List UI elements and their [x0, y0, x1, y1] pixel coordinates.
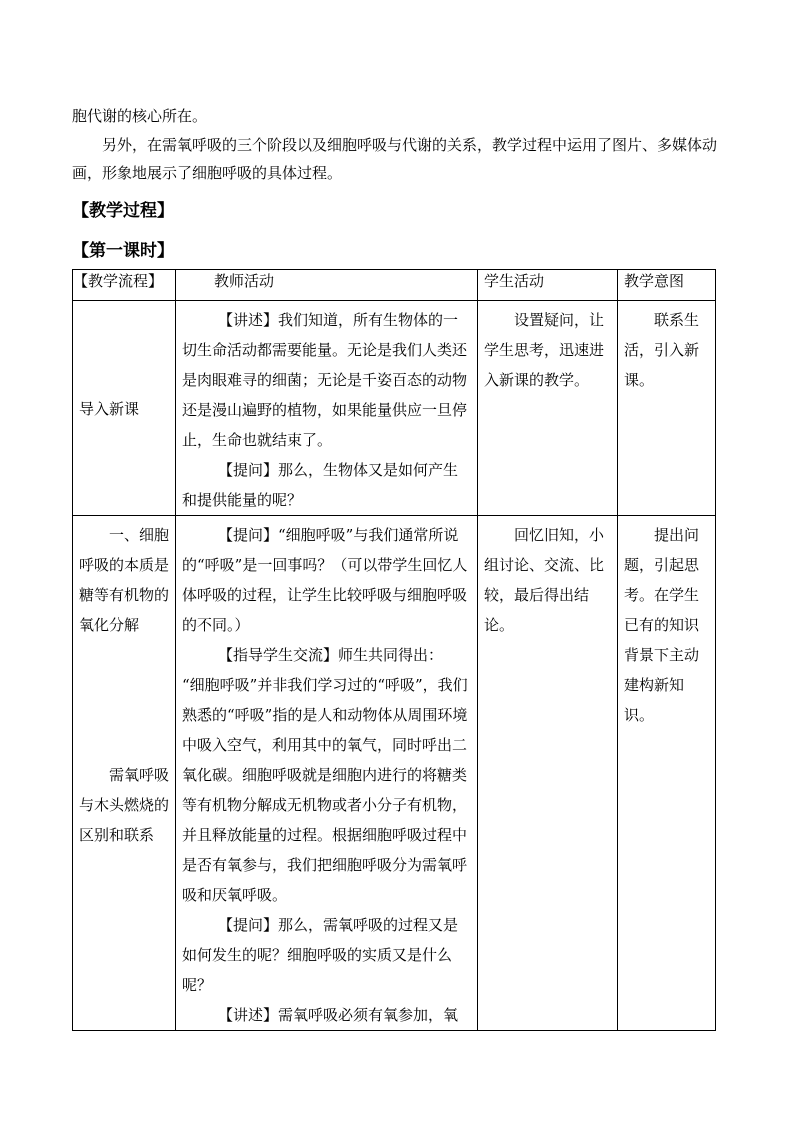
flow-label: 导入新课 [79, 399, 140, 418]
intent-text: 提出问题，引起思考。在学生已有的知识背景下主动建构新知识。 [624, 526, 700, 724]
teacher-conclusion: “细胞呼吸”并非我们学习过的“呼吸”，我们熟悉的“呼吸”指的是人和动物体从周围环境中吸入空气，利用其中的氧气，同时呼出二氧化碳。细胞呼吸就是细胞内进行的将糖类等有机物分解成无机物或者小分子有机物，并且释放能量的过程。根据细胞呼吸过程中是否有氧参与，我们把细胞呼吸分为需氧呼吸和厌氧呼吸。 [182, 676, 468, 904]
header-teacher-activity: 教师活动 [176, 270, 478, 301]
flow-topic-nature: 一、细胞呼吸的本质是糖等有机物的氧化分解 [79, 526, 170, 634]
student-activity-text: 设置疑问，让学生思考，迅速进入新课的教学。 [484, 311, 605, 389]
teacher-question: 【提问】那么，需氧呼吸的过程又是如何发生的呢？细胞呼吸的实质又是什么呢？ [182, 916, 459, 994]
header-flow: 【教学流程】 [73, 270, 176, 301]
teacher-question: 【提问】那么，生物体又是如何产生和提供能量的呢？ [182, 461, 459, 509]
table-row [73, 301, 716, 516]
teacher-guide: 【指导学生交流】师生共同得出： [218, 646, 444, 664]
intent-cell [618, 301, 716, 516]
student-activity-cell [478, 301, 618, 516]
teacher-statement: 【讲述】需氧呼吸必须有氧参加，氧 [218, 1006, 459, 1024]
header-student-activity: 学生活动 [478, 270, 618, 301]
teacher-activity-cell [176, 301, 478, 516]
flow-cell [73, 301, 176, 516]
lesson-table [72, 269, 716, 1031]
table-row [73, 516, 716, 1031]
intent-cell [618, 516, 716, 1031]
header-intent: 教学意图 [618, 270, 716, 301]
flow-cell [73, 516, 176, 1031]
intro-paragraph: 另外，在需氧呼吸的三个阶段以及细胞呼吸与代谢的关系，教学过程中运用了图片、多媒体动画，形象地展示了细胞呼吸的具体过程。 [72, 136, 718, 182]
table-header-row [73, 270, 716, 301]
intro-line: 胞代谢的核心所在。 [72, 107, 208, 125]
teacher-activity-cell [176, 516, 478, 1031]
student-activity-cell [478, 516, 618, 1031]
section-heading-process: 【教学过程】 [72, 201, 174, 221]
teacher-statement: 【讲述】我们知道，所有生物体的一切生命活动都需要能量。无论是我们人类还是肉眼难寻的细菌；无论是千姿百态的动物还是漫山遍野的植物，如果能量供应一旦停止，生命也就结束了。 [182, 311, 468, 449]
student-activity-text: 回忆旧知，小组讨论、交流、比较，最后得出结论。 [484, 526, 605, 634]
section-heading-lesson1: 【第一课时】 [72, 241, 174, 261]
flow-topic-comparison: 需氧呼吸与木头燃烧的区别和联系 [79, 766, 170, 844]
teacher-question: 【提问】“细胞呼吸”与我们通常所说的“呼吸”是一回事吗？（可以带学生回忆人体呼吸的过程，让学生比较呼吸与细胞呼吸的不同。） [182, 526, 468, 634]
intent-text: 联系生活，引入新课。 [624, 311, 700, 389]
